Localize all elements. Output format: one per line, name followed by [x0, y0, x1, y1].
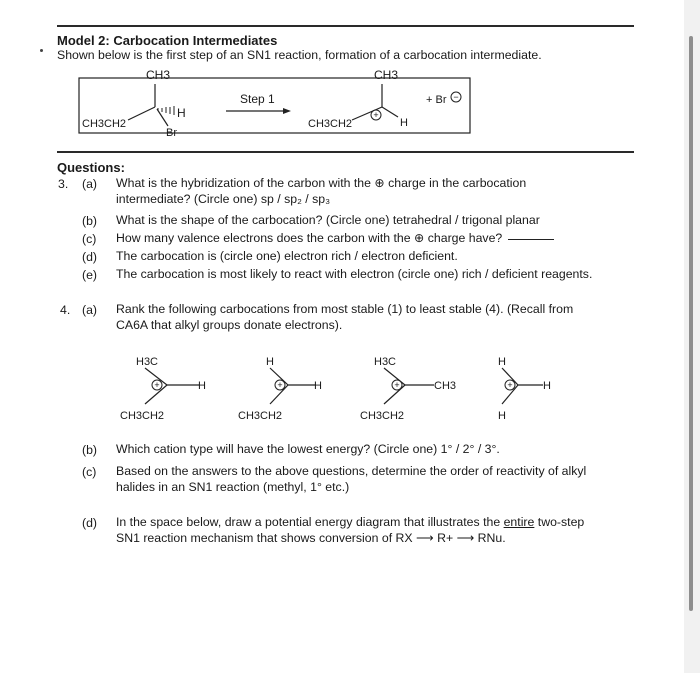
carbocation-4-right: H	[543, 380, 551, 392]
carbocation-3-charge: +	[394, 380, 400, 390]
q4c-line1: Based on the answers to the above questions, determine the order of reactivity of alkyl	[116, 464, 587, 478]
q4d-text-pre: In the space below, draw a potential energy diagram that illustrates the	[116, 515, 504, 529]
q4d-text-post: two-step	[534, 515, 585, 529]
q3b-label: (b)	[82, 214, 98, 228]
carbocation-3	[360, 356, 456, 422]
q4b-text: Which cation type will have the lowest energy? (Circle one) 1° / 2° / 3°.	[116, 442, 500, 456]
q4c-line2: halides in an SN1 reaction (methyl, 1° etc.)	[116, 480, 350, 494]
q4b-label: (b)	[82, 443, 98, 457]
bromide-minus-sign: −	[453, 92, 459, 102]
carbocation-1-charge: +	[154, 380, 160, 390]
q4a-line2: CA6A that alkyl groups donate electrons).	[116, 318, 343, 332]
q3a-label: (a)	[82, 177, 98, 191]
carbocation-1-top: H3C	[136, 356, 159, 368]
carbocation-4-bottom: H	[498, 410, 506, 422]
questions-heading: Questions:	[57, 160, 125, 175]
carbocation-4	[498, 356, 551, 422]
carbocation-1-right: H	[198, 380, 206, 392]
carbocation-3-bottom: CH3CH2	[360, 410, 405, 422]
product-h: H	[400, 117, 408, 129]
reactant-ethyl: CH3CH2	[82, 118, 127, 130]
q3e-label: (e)	[82, 268, 98, 282]
product-ethyl: CH3CH2	[308, 118, 353, 130]
carbocation-3-right: CH3	[434, 380, 457, 392]
carbocation-2	[238, 356, 322, 422]
product-plus-sign: +	[373, 110, 379, 120]
q3-number: 3.	[58, 177, 69, 191]
carbocation-1	[120, 356, 206, 422]
q4d-label: (d)	[82, 516, 98, 530]
reactant-br: Br	[166, 127, 177, 139]
model-title: Model 2: Carbocation Intermediates	[57, 33, 278, 48]
bromide-ion: + Br	[426, 94, 447, 106]
carbocation-4-top: H	[498, 356, 506, 368]
model-intro: Shown below is the first step of an SN1 reaction, formation of a carbocation intermediate.	[57, 48, 542, 62]
q4-number: 4.	[60, 303, 71, 317]
q4d-line1	[116, 514, 584, 531]
q3c-text: How many valence electrons does the carbon with the ⊕ charge have?	[116, 231, 503, 245]
carbocation-2-charge: +	[277, 380, 283, 390]
q4a-label: (a)	[82, 303, 98, 317]
carbocation-2-top: H	[266, 356, 274, 368]
q3c-label: (c)	[82, 232, 97, 246]
carbocation-3-top: H3C	[374, 356, 397, 368]
q3a-line2: intermediate? (Circle one) sp / sp₂ / sp₃	[116, 192, 331, 206]
drawing-space[interactable]	[57, 552, 634, 667]
reactant-top-group: CH3	[146, 68, 171, 82]
q3d-label: (d)	[82, 250, 98, 264]
carbocation-2-right: H	[314, 380, 322, 392]
reactant-h: H	[177, 106, 186, 120]
scrollbar[interactable]	[689, 36, 693, 611]
q4d-line2: SN1 reaction mechanism that shows conversion of RX ⟶ R+ ⟶ RNu.	[116, 531, 506, 545]
q4a-line1: Rank the following carbocations from most stable (1) to least stable (4). (Recall from	[116, 302, 574, 316]
q3e-text: The carbocation is most likely to react with electron (circle one) rich / deficient reagents.	[116, 267, 593, 281]
q3d-text: The carbocation is (circle one) electron rich / electron deficient.	[116, 249, 458, 263]
q3a-line1: What is the hybridization of the carbon with the ⊕ charge in the carbocation	[116, 176, 527, 190]
q4d-text-underlined: entire	[503, 515, 535, 529]
q3b-text: What is the shape of the carbocation? (Circle one) tetrahedral / trigonal planar	[116, 213, 540, 227]
carbocation-1-bottom: CH3CH2	[120, 410, 165, 422]
q4c-label: (c)	[82, 465, 97, 479]
step1-label: Step 1	[240, 92, 275, 106]
product-top-group: CH3	[374, 68, 399, 82]
carbocation-2-bottom: CH3CH2	[238, 410, 283, 422]
carbocation-4-charge: +	[507, 380, 513, 390]
